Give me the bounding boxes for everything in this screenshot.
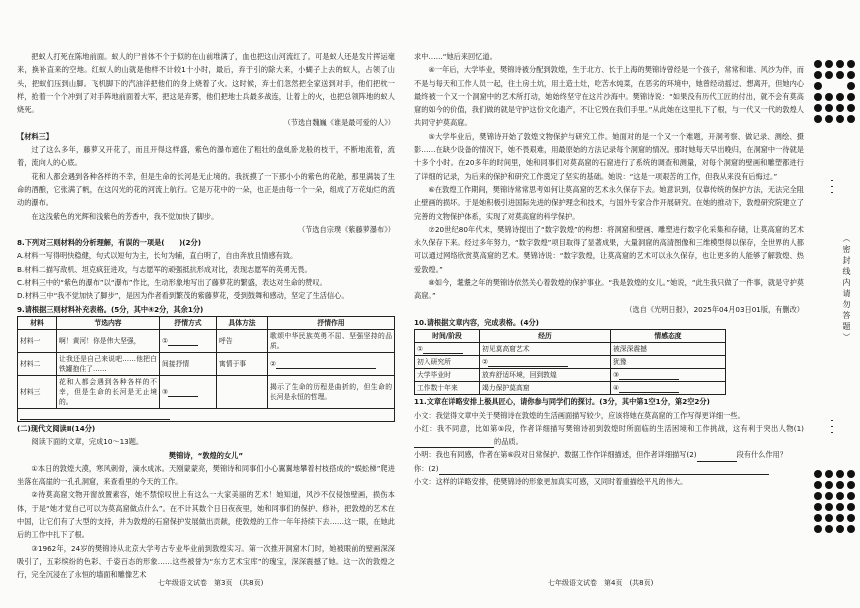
answer-blank[interactable]: ② (268, 352, 395, 375)
table-cell: 花和人都会遇到各种各样的不幸，但是生命的长河是无止境的。 (57, 375, 160, 408)
table-cell: 歌颂中华民族英勇不屈、坚强坚持的品质。 (268, 329, 395, 352)
question-10-table (414, 329, 726, 395)
answer-blank[interactable] (697, 453, 737, 462)
answer-blank[interactable]: ③ (611, 369, 726, 382)
material-three-p1: 过了这么多年，藤萝又开花了，而且开得这样盛，紫色的瀑布遮住了粗壮的盘虬卧龙般的枝干，不断地流着，流着，流向人的心底。 (17, 145, 395, 168)
table-header: 时间/阶段 (415, 330, 480, 343)
article-paragraph-1: ①本日的敦煌大漠，寒风刺骨，滴水成冰。天刚蒙蒙亮，樊锦诗和同事们小心翼翼地攀着村枝搭成的“蜈蚣梯”爬进坐落在高崖的一孔孔洞窟，来查看里的今天的工作。 (17, 463, 395, 487)
table-cell (217, 375, 268, 408)
scan-marker-top (812, 58, 856, 128)
table-header: 抒情方式 (160, 316, 217, 329)
question-10: 10.请根据文章内容，完成表格。(4分) (414, 317, 539, 327)
table-row (415, 369, 726, 382)
table-row (415, 343, 726, 356)
material-three-p2: 花和人都会遇到各种各样的不幸，但是生命的长河是无止境的。我抚摸了一下那小小的紫色的花舱，那里满装了生命的酒酿，它张满了帆，在这闪光的花的河流上航行。它是万花中的一朵，也正是由每一个一朵，组成了万花灿烂的流动的瀑布。 (17, 171, 395, 208)
answer-blank[interactable]: ① (160, 329, 217, 352)
answer-blank[interactable] (18, 408, 395, 421)
table-header: 材料 (18, 316, 57, 329)
table-header: 经历 (480, 330, 611, 343)
question-11-dialogue-3: 小明：我也有同感，作者在第⑥段对日常保护、数据工作作详细描述，但作者详细描写(2) 段有什么作用？ (414, 448, 804, 461)
table-cell: 寓情于事 (217, 352, 268, 375)
table-cell: 让我还是自己来说吧……他把白铁罐抱住了…… (57, 352, 160, 375)
material-two-source: （节选自魏巍《谁是最可爱的人》） (283, 118, 395, 128)
article-title: 樊锦诗，“敦煌的女儿” (168, 450, 244, 460)
article-paragraph-5: ⑤大学毕业后，樊锦诗开始了敦煌文物保护与研究工作。她面对的是一个又一个难题，开洞考察、做记录、测绘、摄影……在缺少设备的情况下，她不畏艰难，用最原始的方法记录每个洞窟的情况。那时她每天早出晚归，在洞窟中一待就是十多个小时。在20多年的时间里，她和同事们对莫高窟的石窟进行了系统的调查和测量，对每个洞窟的壁画和雕塑都进行了详细的记录，为后来的保护和研究工作奠定了坚实的基础。她说：“这是一项艰苦的工作，但我从来没有后悔过。” (414, 131, 804, 181)
table-header: 情感态度 (611, 330, 726, 343)
question-8-option-b: B.材料二描写敌机、坦克疯狂进攻，与志愿军的顽强抵抗形成对比，表现志愿军的英勇无畏。 (17, 264, 312, 274)
seal-dot (831, 180, 833, 181)
table-cell: 工作数十年来 (415, 382, 480, 395)
question-8-option-c: C.材料三中的“紫色的瀑布”以“瀑布”作比，生动形象地写出了藤萝花的繁盛，表达对生命的赞叹。 (17, 278, 327, 288)
seal-line-notice: （密封线内请勿答题） (842, 234, 851, 344)
left-column (17, 50, 395, 582)
section-reading-two-instruction: 阅读下面的文章，完成10～13题。 (31, 437, 144, 447)
table-cell: 间接抒情 (160, 352, 217, 375)
article-paragraph-3: ③1962年，24岁的樊锦诗从北京大学考古专业毕业前到敦煌实习。第一次推开洞窟木门时，她被眼前的壁画深深吸引了，五彩缤纷的色彩、千姿百态的形象……这些被誉为“东方艺术宝库”的瑰宝，深深震撼了她。这一次的敦煌之行，完全沉浸在了永恒的墙面和雕像艺术 (17, 543, 395, 580)
table-cell: 竭力保护莫高窟 (480, 382, 611, 395)
material-two-text: 把蚁人打死在陈地前面。蚁人的尸首体不个于似的在山前堆满了，血也把这山河流红了。可是蚁人还是发片挥运毫来，换补直来的空地。红蚁人的山就是他样不计较1十小时，最后，弃于引的除大来，小蝴子上去的蚁人，占领了山头，把蚁们压到山脚。飞机脚下的汽油洋把他们的身上烧着了火。这时候，弃士们忽然把全家送到对手，他们把枕一样，抢着一个个冲到了对手阵地前面着大军，把这是弃雾，他们把地士兵最多战连，让着上的火，也把总领阵地的蚁人烧死。 (17, 52, 395, 115)
answer-blank[interactable] (414, 439, 494, 448)
answer-blank[interactable]: ③ (160, 375, 217, 408)
article-source: （选自《光明日报》，2025年04月03日01版，有删改） (625, 304, 804, 314)
article-paragraph-6: ⑥在敦煌工作期间，樊锦诗常常思考如何让莫高窟的艺术永久保存下去。她意识到，仅靠传统的保护方法，无法完全阻止壁画的损坏。于是她积极引进国际先进的保护理念和技术，与国外专家合作开展研究。在她的推动下，敦煌研究院建立了完善的文物保护体系，实现了对莫高窟的科学保护。 (414, 184, 804, 221)
table-cell: 揭示了生命的历程是曲折的，但生命的长河是永恒的哲理。 (268, 375, 395, 408)
table-cell: 材料一 (18, 329, 57, 352)
question-11-dialogue-4: 小文：这样的详略安排，使樊锦诗的形象更加真实可感，又同时着重描绘平凡的伟大。 (414, 477, 688, 487)
seal-dot (831, 426, 833, 427)
table-cell: 放弃舒适环境，回到敦煌 (480, 369, 611, 382)
material-three-title: 【材料三】 (17, 131, 53, 141)
table-cell: 初入研究所 (415, 356, 480, 369)
table-cell: 材料三 (18, 375, 57, 408)
question-11-dialogue-1: 小文：我觉得文章中关于樊锦诗在敦煌的生活画面描写较少，应该将她在莫高窟的工作写得更详细一些。 (414, 410, 745, 420)
table-cell: 呼告 (217, 329, 268, 352)
question-9-table (17, 316, 395, 422)
material-three-source: （节选自宗璞《紫藤萝瀑布》） (297, 224, 395, 234)
seal-dot (831, 420, 833, 421)
question-8-option-d: D.材料三中“我不觉加快了脚步”，是因为作者看到繁茂的紫藤萝花，受到鼓舞和感动，坚定了生活信心。 (17, 291, 349, 301)
material-three-p3: 在这浅紫色的光辉和浅紫色的芳香中，我不觉加快了脚步。 (31, 211, 219, 221)
table-row (415, 382, 726, 395)
table-cell: 初见莫高窟艺术 (480, 343, 611, 356)
article-paragraph-4: ④一年后，大学毕业，樊锦诗被分配到敦煌，生于北方、长于上海的樊锦诗曾经是一个孩子，常常和谁、风沙为伴，而不是与每天和工作人员一起，住土房土炕，用土造土灶，吃苦水炖菜，在恶劣的环境中，她曾经动摇过、想离开，但她内心最终被一个又一个洞窟中的艺术所打动，她始终坚守在这片沙海中。樊锦诗说：“如果没有历代工匠的付出，就不会有莫高窟的如今的价值，我们做的就是守护这份文化遗产，不让它毁在我们手里。”从此她在这里扎下了根，与一代又一代的敦煌人共同守护莫高窟。 (414, 65, 804, 128)
answer-blank[interactable] (439, 466, 769, 475)
answer-blank[interactable]: ② (480, 356, 611, 369)
article-paragraph-2: ②待莫高窟文物开窗放置素容，她不禁惊叹世上有这么一大家美丽的艺术！她知道，风沙不仅侵蚀壁画，损伤本体，于是“她才觉自己可以为莫高窟做点什么”。在不计其数个日日夜夜里，她和同事们的保护、修补，把敦煌的艺术在中国，让它们有了大型的支持，并为敦煌的石窟保护发展做出贡献，使敦煌的工作一年年持续下去……这一眼，在她此后的工作中扎下了根。 (17, 490, 395, 540)
seal-dot (831, 432, 833, 433)
question-8-option-a: A.材料一写得明快稳健，句式以短句为主，长句为辅，直白明了，自由奔放且情感有致。 (17, 251, 298, 261)
table-cell: 犹豫 (611, 356, 726, 369)
page-footer-right: 七年级语文试卷 第4页 (共8页) (548, 579, 654, 587)
table-row (18, 329, 395, 352)
page-footer-left: 七年级语文试卷 第3页 (共8页) (158, 579, 264, 587)
table-cell: 被深深震撼 (611, 343, 726, 356)
table-cell: 啊！黄河！你是伟大坚强， (57, 329, 160, 352)
right-column (414, 50, 804, 488)
question-11-answer-line: 你：(2) (414, 462, 804, 475)
question-8: 8.下列对三则材料的分析理解，有误的一项是( )(2分) (17, 238, 201, 248)
table-row (18, 352, 395, 375)
question-9: 9.请根据三则材料补充表格。(5分，其中④2分，其余1分) (17, 304, 204, 314)
table-row (18, 375, 395, 408)
article-paragraph-7: ⑦20世纪80年代末，樊锦诗提出了“数字敦煌”的构想：将洞窟和壁画、雕塑进行数字化采集和存储，让莫高窟的艺术永久保存下来。经过多年努力，“数字敦煌”项目取得了显著成果，大量洞窟的高清图像和三维模型得以保存，全世界的人都可以通过网络欣赏莫高窟的艺术。樊锦诗说：“数字敦煌，让莫高窟的艺术可以永久保存，也让更多的人能够了解敦煌、热爱敦煌。” (414, 224, 804, 274)
scan-marker-bottom (812, 468, 856, 538)
table-row (18, 408, 395, 421)
seal-dot (831, 186, 833, 187)
article-paragraph-8: ⑧如今，耄耋之年的樊锦诗依然关心着敦煌的保护事业。“我是敦煌的女儿。”她说，“此生我只做了一件事，就是守护莫高窟。” (414, 278, 804, 301)
table-header: 具体方法 (217, 316, 268, 329)
section-reading-two: (二)现代文阅读Ⅱ(14分) (17, 423, 96, 433)
table-row (415, 356, 726, 369)
table-cell: 大学毕业时 (415, 369, 480, 382)
article-continued: 求中……“她后来回忆道。 (414, 52, 497, 61)
question-11: 11.文章在详略安排上极具匠心，请你参与同学们的探讨。(3分，其中第1空1分，第2空2分) (414, 397, 710, 407)
answer-blank[interactable]: ④ (611, 382, 726, 395)
answer-blank[interactable]: ① (415, 343, 480, 356)
table-cell: 材料二 (18, 352, 57, 375)
table-header: 节选内容 (57, 316, 160, 329)
question-11-dialogue-2: 小红：我不同意，比如第⑤段，作者详细描写樊锦诗初到敦煌时所面临的生活困境和工作挑战，这有利于突出人物(1)的品质。 (414, 422, 804, 449)
seal-dot (831, 192, 833, 193)
table-header: 抒情作用 (268, 316, 395, 329)
